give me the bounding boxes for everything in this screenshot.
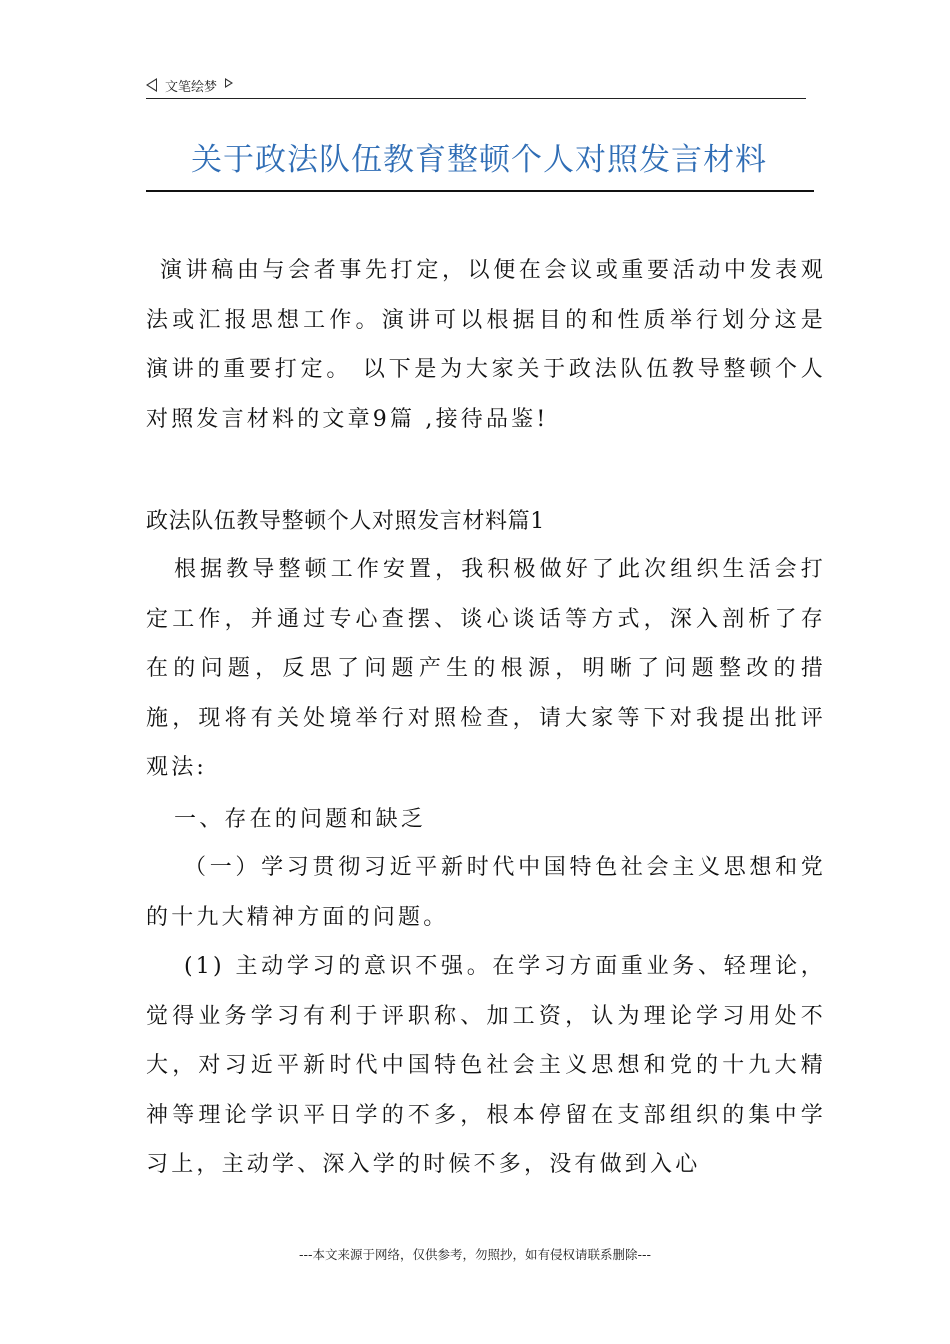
body-paragraph-2: 一、存在的问题和缺乏	[174, 807, 427, 832]
header-divider	[146, 98, 806, 99]
body-paragraph-3: （一）学习贯彻习近平新时代中国特色社会主义思想和党的十九大精神方面的问题。	[146, 855, 826, 930]
document-title: 关于政法队伍教育整顿个人对照发言材料	[191, 142, 767, 178]
footer-disclaimer: ---本文来源于网络，仅供参考，勿照抄，如有侵权请联系删除---	[298, 1247, 652, 1262]
triangle-left-icon	[146, 78, 157, 92]
document-header	[146, 74, 233, 96]
triangle-right-icon	[225, 78, 233, 88]
section-title: 政法队伍教导整顿个人对照发言材料篇1	[146, 509, 545, 534]
header-label: 文笔绘梦	[165, 79, 218, 95]
title-divider	[146, 190, 814, 192]
intro-paragraph: 演讲稿由与会者事先打定，以便在会议或重要活动中发表观法或汇报思想工作。演讲可以根据目的和性质举行划分这是演讲的重要打定。 以下是为大家关于政法队伍教导整顿个人对照发言材料的文章9篇 ,接待品鉴!	[146, 258, 826, 432]
body-paragraph-4: (1) 主动学习的意识不强。在学习方面重业务、轻理论，觉得业务学习有利于评职称、加工资，认为理论学习用处不大，对习近平新时代中国特色社会主义思想和党的十九大精神等理论学识平日学的不多，根本停留在支部组织的集中学习上，主动学、深入学的时候不多，没有做到入心	[146, 954, 826, 1177]
body-paragraph-1: 根据教导整顿工作安置，我积极做好了此次组织生活会打定工作，并通过专心查摆、谈心谈话等方式，深入剖析了存在的问题，反思了问题产生的根源，明晰了问题整改的措施，现将有关处境举行对照检查，请大家等下对我提出批评观法:	[146, 557, 826, 780]
